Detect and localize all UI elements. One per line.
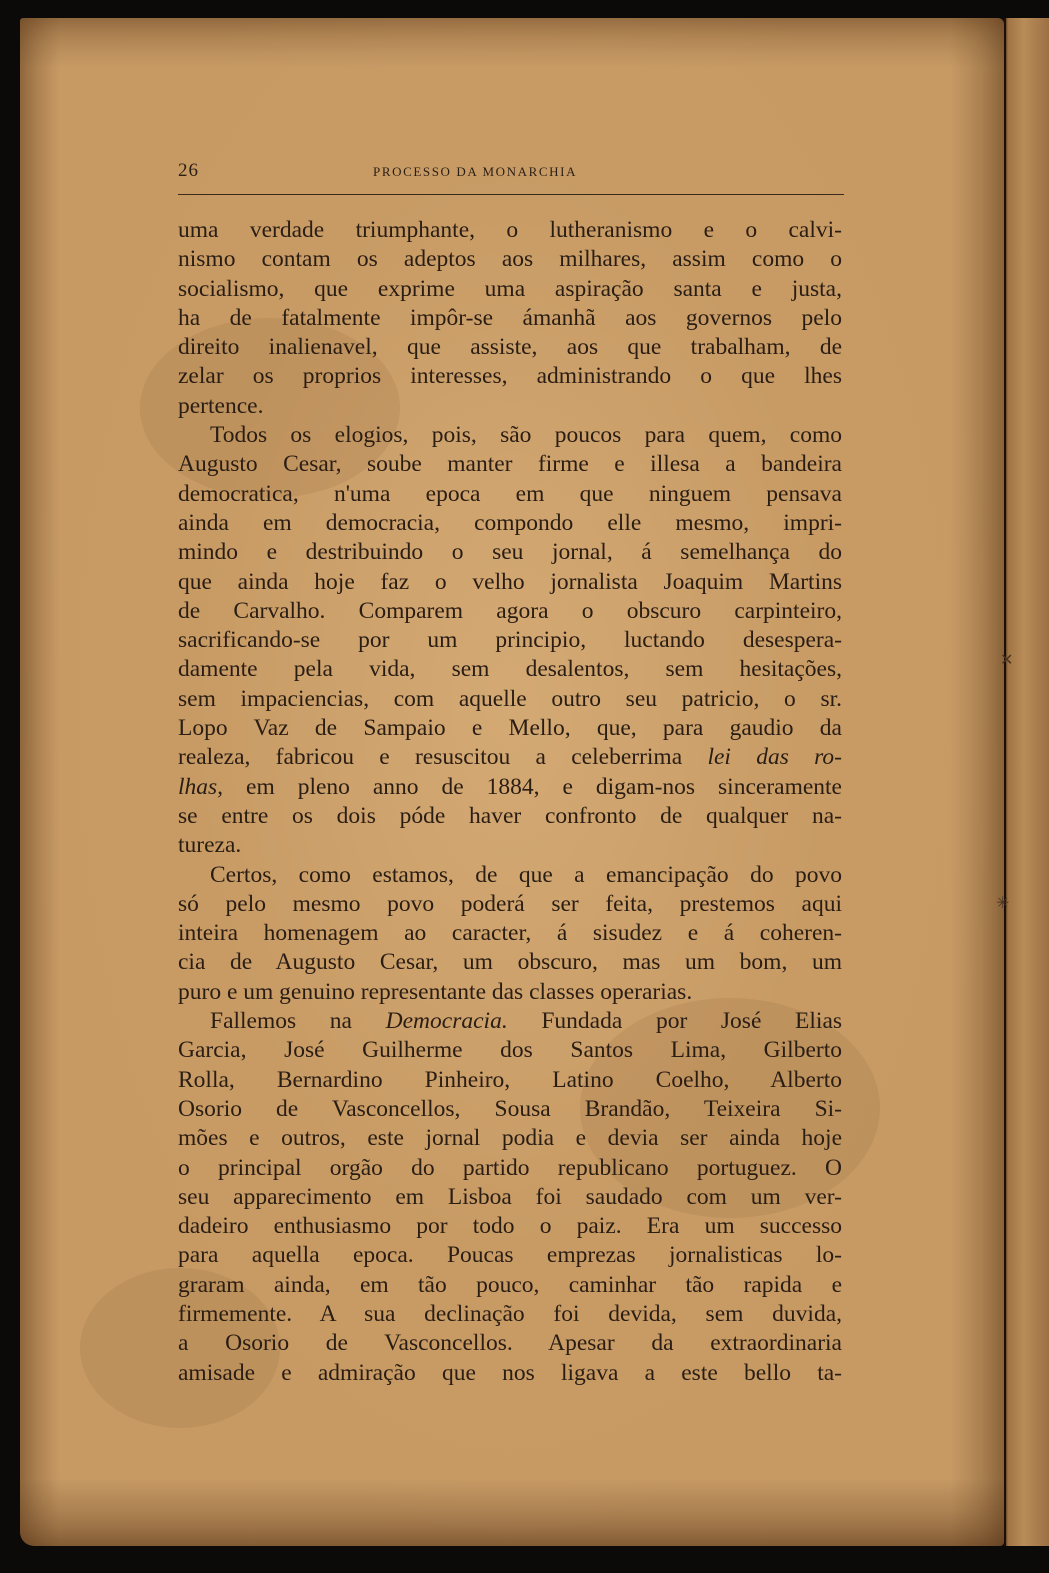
text-line: cia de Augusto Cesar, um obscuro, mas um bom, um — [178, 949, 842, 976]
margin-mark: ✳ — [996, 893, 1010, 912]
text-line: Augusto Cesar, soube manter firme e illesa a bandeira — [178, 451, 842, 478]
text-line: sacrificando-se por um principio, luctando desespera- — [178, 627, 842, 654]
text-line: que ainda hoje faz o velho jornalista Joaquim Martins — [178, 568, 842, 595]
text-line: dadeiro enthusiasmo por todo o paiz. Era um successo — [178, 1213, 842, 1240]
text-line: puro e um genuino representante das classes operarias. — [178, 978, 693, 1005]
text-line: ainda em democracia, compondo elle mesmo, impri- — [178, 509, 842, 536]
text-line: só pelo mesmo povo poderá ser feita, prestemos aqui — [178, 890, 842, 917]
text-line: damente pela vida, sem desalentos, sem hesitações, — [178, 656, 842, 683]
adjacent-page-edge — [1004, 18, 1049, 1546]
text-line: firmemente. A sua declinação foi devida, sem duvida, — [178, 1300, 842, 1327]
page-number: 26 — [178, 160, 199, 181]
text-line: Rolla, Bernardino Pinheiro, Latino Coelho, Alberto — [178, 1066, 842, 1093]
text-line: Todos os elogios, pois, são poucos para quem, como — [210, 422, 842, 449]
text-line: Lopo Vaz de Sampaio e Mello, que, para gaudio da — [178, 715, 842, 742]
running-head — [178, 160, 842, 184]
body-text — [178, 216, 842, 1388]
text-line: socialismo, que exprime uma aspiração santa e justa, — [178, 275, 842, 302]
text-line: nismo contam os adeptos aos milhares, assim como o — [178, 246, 842, 273]
text-line: Garcia, José Guilherme dos Santos Lima, Gilberto — [178, 1037, 842, 1064]
text-line: o principal orgão do partido republicano portuguez. O — [178, 1154, 842, 1181]
text-line: mindo e destribuindo o seu jornal, á semelhança do — [178, 539, 842, 566]
running-title: PROCESSO DA MONARCHIA — [373, 164, 578, 179]
text-line: ha de fatalmente impôr-se ámanhã aos governos pelo — [178, 304, 842, 331]
text-segment: realeza, fabricou e resuscitou a celeberrima — [178, 744, 683, 771]
paragraph-3 — [178, 861, 842, 1007]
text-line: zelar os proprios interesses, administrando o que lhes — [178, 363, 842, 390]
italic-title: Democracia. — [385, 1008, 508, 1035]
text-line: de Carvalho. Comparem agora o obscuro carpinteiro, — [178, 597, 842, 624]
text-segment: Fallemos na — [210, 1008, 352, 1035]
text-line: graram ainda, em tão pouco, caminhar tão rapida e — [178, 1271, 842, 1298]
text-line: seu apparecimento em Lisboa foi saudado com um ver- — [178, 1183, 842, 1210]
text-segment: Fundada por José Elias — [541, 1008, 843, 1035]
text-line-with-italic — [178, 1007, 842, 1036]
text-line: se entre os dois póde haver confronto de qualquer na- — [178, 802, 842, 829]
text-line: mões e outros, este jornal podia e devia ser ainda hoje — [178, 1125, 842, 1152]
text-line: para aquella epoca. Poucas emprezas jornalisticas lo- — [178, 1242, 842, 1269]
text-segment: em pleno anno de 1884, e digam-nos sinceramente — [223, 773, 842, 800]
text-line: a Osorio de Vasconcellos. Apesar da extraordinaria — [178, 1330, 842, 1357]
text-line: sem impaciencias, com aquelle outro seu patricio, o sr. — [178, 685, 842, 712]
text-line-with-italic — [178, 743, 842, 772]
text-line: pertence. — [178, 392, 264, 419]
italic-title: lei das ro- — [707, 744, 843, 771]
text-line: democratica, n'uma epoca em que ninguem pensava — [178, 480, 842, 507]
text-line: inteira homenagem ao caracter, á sisudez e á coheren- — [178, 920, 842, 947]
text-line: amisade e admiração que nos ligava a este bello ta- — [178, 1359, 842, 1386]
paragraph-1 — [178, 216, 842, 421]
text-line: Certos, como estamos, de que a emancipação do povo — [210, 861, 842, 888]
text-line: uma verdade triumphante, o lutheranismo e o calvi- — [178, 217, 842, 243]
paragraph-4 — [178, 1007, 842, 1388]
margin-mark: ✕ — [1000, 650, 1014, 669]
paragraph-2 — [178, 421, 842, 860]
page-gutter-line — [1004, 18, 1006, 1546]
header-rule — [178, 194, 844, 195]
text-line: Osorio de Vasconcellos, Sousa Brandão, Teixeira Si- — [178, 1095, 842, 1122]
text-line-with-italic — [178, 773, 842, 802]
text-line: tureza. — [178, 832, 242, 859]
text-line: direito inalienavel, que assiste, aos que trabalham, de — [178, 334, 842, 361]
italic-title: lhas, — [178, 773, 224, 800]
